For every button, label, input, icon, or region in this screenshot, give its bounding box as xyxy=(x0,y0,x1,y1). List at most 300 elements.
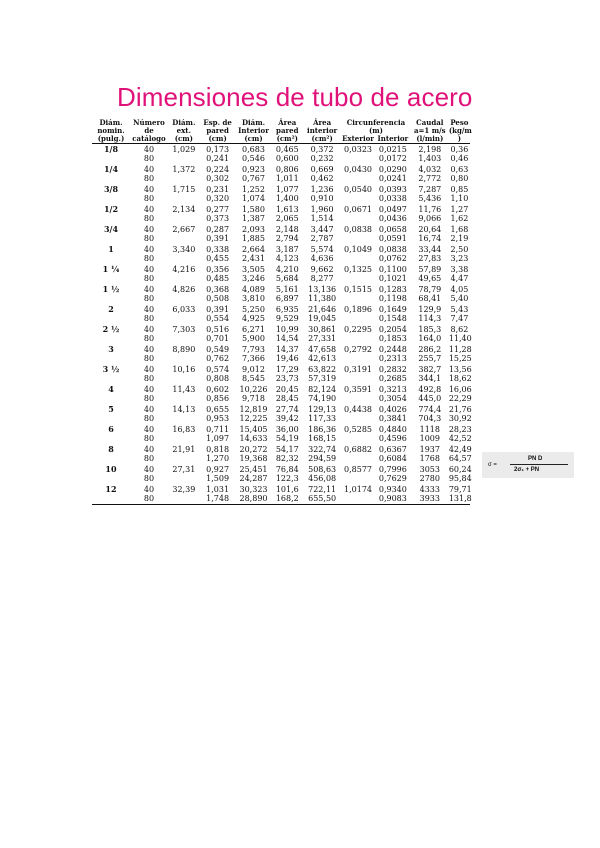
cell-circ-int: 0,9083 xyxy=(375,494,411,505)
cell-circ-int: 0,2448 xyxy=(378,345,407,354)
cell-diam-int: 10,226 xyxy=(239,385,268,394)
cell-diam-int: 2,431 xyxy=(242,254,265,263)
cell-circ-int: 0,0393 xyxy=(378,185,407,194)
cell-diam-nom: 1 xyxy=(108,244,114,254)
cell-catalog: 80 xyxy=(143,214,155,223)
table-row xyxy=(92,234,470,244)
cell-area-int: 74,190 xyxy=(308,394,337,403)
cell-caudal: 3933 xyxy=(411,494,449,505)
cell-esp-pared: 0,953 xyxy=(206,414,230,423)
table-row xyxy=(92,184,470,194)
cell-circ-ext: 0,2295 xyxy=(344,325,373,334)
cell-diam-ext: 6,033 xyxy=(172,305,196,314)
cell-esp-pared: 0,287 xyxy=(206,225,230,234)
cell-circ-int: 0,0591 xyxy=(378,234,407,243)
cell-area-pared: 2,148 xyxy=(275,225,299,234)
cell-area-int: 508,63 xyxy=(308,465,337,474)
table-row xyxy=(92,354,470,364)
cell-esp-pared: 0,231 xyxy=(206,185,230,194)
table-row xyxy=(92,444,470,454)
cell-diam-int: 12,819 xyxy=(239,405,268,414)
cell-diam-int: 7,366 xyxy=(242,354,265,363)
cell-catalog: 40 xyxy=(143,165,155,174)
cell-empty xyxy=(168,254,200,264)
cell-diam-ext: 1,029 xyxy=(172,145,196,154)
cell-esp-pared: 0,368 xyxy=(206,285,230,294)
cell-caudal: 4,032 xyxy=(418,165,442,174)
cell-esp-pared: 0,455 xyxy=(206,254,230,263)
cell-area-pared: 14,37 xyxy=(275,345,299,354)
cell-empty xyxy=(341,194,375,204)
cell-catalog: 80 xyxy=(143,254,155,263)
cell-caudal: 27,83 xyxy=(418,254,442,263)
cell-peso: 5,40 xyxy=(450,294,469,303)
cell-caudal: 1937 xyxy=(419,445,440,454)
cell-esp-pared: 0,549 xyxy=(206,345,230,354)
cell-catalog: 40 xyxy=(143,405,155,414)
cell-empty xyxy=(168,394,200,404)
cell-circ-ext: 0,1325 xyxy=(344,265,373,274)
cell-circ-ext: 0,8577 xyxy=(344,465,373,474)
cell-empty xyxy=(341,274,375,284)
table-row xyxy=(92,224,470,234)
cell-empty xyxy=(341,214,375,224)
cell-caudal: 492,8 xyxy=(418,385,442,394)
cell-area-pared: 10,99 xyxy=(275,325,299,334)
table-row xyxy=(92,384,470,394)
cell-esp-pared: 0,241 xyxy=(206,154,230,163)
cell-empty xyxy=(168,174,200,184)
cell-empty xyxy=(168,334,200,344)
cell-area-pared: 23,73 xyxy=(275,374,299,383)
cell-catalog: 40 xyxy=(143,245,155,254)
cell-diam-ext: 1,715 xyxy=(172,185,196,194)
cell-caudal: 382,7 xyxy=(418,365,442,374)
cell-empty xyxy=(92,394,130,404)
table-row xyxy=(92,164,470,174)
cell-caudal: 68,41 xyxy=(418,294,442,303)
cell-diam-ext: 10,16 xyxy=(172,365,196,374)
cell-area-int: 4,636 xyxy=(310,254,334,263)
cell-esp-pared: 0,485 xyxy=(206,274,230,283)
cell-circ-ext: 0,5285 xyxy=(344,425,373,434)
cell-diam-int: 14,633 xyxy=(239,434,268,443)
cell-esp-pared: 0,602 xyxy=(206,385,230,394)
cell-catalog: 80 xyxy=(143,154,155,163)
cell-catalog: 80 xyxy=(143,454,155,463)
cell-circ-int: 0,3841 xyxy=(378,414,407,423)
header-numero: Número de catálogo xyxy=(132,118,166,143)
cell-area-int: 186,36 xyxy=(308,425,337,434)
cell-caudal: 78,79 xyxy=(418,285,442,294)
cell-catalog: 40 xyxy=(143,205,155,214)
cell-circ-int: 0,3054 xyxy=(378,394,407,403)
cell-area-int: 129,13 xyxy=(308,405,337,414)
cell-empty xyxy=(92,334,130,344)
cell-peso: 1,27 xyxy=(450,205,469,214)
cell-area-pared: 0,600 xyxy=(275,154,299,163)
cell-circ-ext: 0,0323 xyxy=(344,145,373,154)
cell-esp-pared: 0,356 xyxy=(206,265,230,274)
cell-catalog: 80 xyxy=(130,494,168,505)
cell-catalog: 80 xyxy=(143,414,155,423)
cell-area-pared: 54,19 xyxy=(275,434,299,443)
cell-empty xyxy=(341,234,375,244)
cell-empty xyxy=(341,434,375,444)
cell-diam-int: 3,810 xyxy=(242,294,265,303)
cell-area-int: 0,910 xyxy=(310,194,334,203)
cell-diam-nom: 1/8 xyxy=(103,144,119,154)
cell-peso: 95,84 xyxy=(448,474,472,483)
cell-caudal: 2780 xyxy=(419,474,440,483)
cell-empty xyxy=(341,334,375,344)
header-esp-pared: Esp. de pared (cm) xyxy=(203,118,232,143)
cell-caudal: 2,772 xyxy=(418,174,442,183)
cell-peso: 1,10 xyxy=(450,194,469,203)
cell-caudal: 129,9 xyxy=(418,305,442,314)
cell-catalog: 40 xyxy=(143,285,155,294)
cell-circ-int: 0,2054 xyxy=(378,325,407,334)
cell-area-int: 42,613 xyxy=(308,354,337,363)
cell-caudal: 7,287 xyxy=(418,185,442,194)
cell-esp-pared: 1,031 xyxy=(206,485,230,494)
cell-peso: 1,68 xyxy=(450,225,469,234)
cell-diam-int: 20,272 xyxy=(239,445,268,454)
cell-peso: 4,05 xyxy=(450,285,469,294)
cell-esp-pared: 0,338 xyxy=(206,245,230,254)
cell-empty xyxy=(341,474,375,484)
cell-empty xyxy=(168,154,200,164)
cell-empty xyxy=(168,374,200,384)
cell-diam-nom: 4 xyxy=(108,384,114,394)
table-row xyxy=(92,454,470,464)
cell-peso: 30,92 xyxy=(448,414,472,423)
cell-esp-pared: 0,856 xyxy=(206,394,230,403)
cell-area-int: 8,277 xyxy=(310,274,334,283)
cell-area-pared: 19,46 xyxy=(275,354,299,363)
cell-caudal: 20,64 xyxy=(418,225,442,234)
cell-caudal: 1768 xyxy=(419,454,440,463)
cell-area-int: 722,11 xyxy=(308,485,337,494)
cell-esp-pared: 0,302 xyxy=(206,174,230,183)
cell-peso: 79,71 xyxy=(448,485,472,494)
cell-empty xyxy=(92,414,130,424)
cell-empty xyxy=(341,494,375,505)
cell-area-pared: 82,32 xyxy=(275,454,299,463)
cell-area-pared: 14,54 xyxy=(275,334,299,343)
cell-circ-int: 0,4596 xyxy=(378,434,407,443)
cell-diam-ext: 16,83 xyxy=(172,425,196,434)
cell-diam-int: 30,323 xyxy=(239,485,268,494)
cell-area-int: 13,136 xyxy=(308,285,337,294)
table-body xyxy=(92,144,470,505)
cell-diam-int: 6,271 xyxy=(242,325,265,334)
table-row xyxy=(92,214,470,224)
cell-area-int: 1,960 xyxy=(310,205,334,214)
header-caudal: Caudal a=1 m/s (l/min) xyxy=(414,118,446,143)
header-area-pared: Área pared (cm²) xyxy=(276,118,299,143)
cell-catalog: 40 xyxy=(143,345,155,354)
cell-circ-int: 0,0658 xyxy=(378,225,407,234)
cell-empty xyxy=(92,294,130,304)
cell-area-int: 19,045 xyxy=(308,314,337,323)
cell-diam-int: 1,074 xyxy=(242,194,265,203)
cell-circ-int: 0,0497 xyxy=(378,205,407,214)
table-row xyxy=(92,464,470,474)
cell-empty xyxy=(92,214,130,224)
cell-area-int: 1,236 xyxy=(310,185,334,194)
cell-catalog: 40 xyxy=(143,485,155,494)
cell-area-pared: 36,00 xyxy=(275,425,299,434)
cell-catalog: 80 xyxy=(143,194,155,203)
cell-esp-pared: 0,554 xyxy=(206,314,230,323)
cell-diam-nom: 5 xyxy=(108,404,114,414)
cell-catalog: 40 xyxy=(143,445,155,454)
cell-area-pared: 6,935 xyxy=(275,305,299,314)
cell-caudal: 1118 xyxy=(419,425,440,434)
cell-catalog: 80 xyxy=(143,234,155,243)
cell-circ-int: 0,2313 xyxy=(378,354,407,363)
cell-peso: 15,25 xyxy=(448,354,472,363)
cell-empty xyxy=(168,314,200,324)
cell-area-pared: 101,6 xyxy=(275,485,299,494)
cell-diam-int: 7,793 xyxy=(242,345,265,354)
cell-diam-nom: 6 xyxy=(108,424,114,434)
cell-area-int: 0,669 xyxy=(310,165,334,174)
cell-area-pared: 4,123 xyxy=(275,254,299,263)
cell-circ-ext: 0,3191 xyxy=(344,365,373,374)
table-row xyxy=(92,434,470,444)
cell-circ-ext: 1,0174 xyxy=(344,485,373,494)
cell-caudal: 33,44 xyxy=(418,245,442,254)
cell-diam-ext: 11,43 xyxy=(172,385,196,394)
cell-caudal: 1,403 xyxy=(418,154,442,163)
cell-esp-pared: 0,701 xyxy=(206,334,230,343)
cell-caudal: 185,3 xyxy=(418,325,442,334)
cell-esp-pared: 0,224 xyxy=(206,165,230,174)
cell-peso: 22,29 xyxy=(448,394,472,403)
cell-area-int: 1,514 xyxy=(310,214,334,223)
cell-circ-int: 0,1853 xyxy=(378,334,407,343)
cell-peso: 0,46 xyxy=(450,154,469,163)
cell-diam-nom: 3/8 xyxy=(103,184,119,194)
cell-diam-ext: 4,216 xyxy=(172,265,196,274)
cell-esp-pared: 1,270 xyxy=(206,454,230,463)
cell-area-pared: 5,161 xyxy=(275,285,299,294)
table-row xyxy=(92,374,470,384)
cell-empty xyxy=(92,254,130,264)
cell-empty xyxy=(341,394,375,404)
cell-area-pared: 4,210 xyxy=(275,265,299,274)
cell-diam-int: 24,287 xyxy=(239,474,268,483)
cell-esp-pared: 0,711 xyxy=(206,425,230,434)
cell-diam-ext: 27,31 xyxy=(172,465,196,474)
cell-diam-nom: 3/4 xyxy=(103,224,119,234)
cell-peso: 64,57 xyxy=(448,454,472,463)
cell-esp-pared: 0,655 xyxy=(206,405,230,414)
cell-caudal: 704,3 xyxy=(418,414,442,423)
cell-area-pared: 0,465 xyxy=(275,145,299,154)
cell-diam-int: 25,451 xyxy=(239,465,268,474)
cell-catalog: 40 xyxy=(143,385,155,394)
cell-circ-int: 0,6367 xyxy=(378,445,407,454)
cell-circ-int: 0,9340 xyxy=(378,485,407,494)
cell-esp-pared: 0,516 xyxy=(206,325,230,334)
cell-empty xyxy=(168,194,200,204)
cell-empty xyxy=(168,234,200,244)
cell-diam-int: 0,683 xyxy=(242,145,265,154)
cell-diam-ext: 8,890 xyxy=(172,345,196,354)
header-diam-ext: Diám. ext. (cm) xyxy=(172,118,196,143)
cell-diam-ext: 21,91 xyxy=(172,445,196,454)
cell-circ-ext: 0,0430 xyxy=(344,165,373,174)
cell-circ-int: 0,4840 xyxy=(378,425,407,434)
cell-empty xyxy=(341,454,375,464)
cell-empty xyxy=(92,354,130,364)
cell-circ-int: 0,2685 xyxy=(378,374,407,383)
cell-area-int: 117,33 xyxy=(308,414,337,423)
cell-catalog: 80 xyxy=(143,374,155,383)
cell-diam-int: 4,925 xyxy=(242,314,265,323)
cell-area-int: 27,331 xyxy=(308,334,337,343)
cell-diam-nom: 1 ½ xyxy=(102,284,120,294)
cell-caudal: 5,436 xyxy=(418,194,442,203)
cell-diam-int: 28,890 xyxy=(236,494,272,505)
cell-esp-pared: 0,373 xyxy=(206,214,230,223)
table-row xyxy=(92,314,470,324)
cell-peso: 3,23 xyxy=(450,254,469,263)
cell-catalog: 40 xyxy=(143,225,155,234)
cell-esp-pared: 0,277 xyxy=(206,205,230,214)
cell-empty xyxy=(341,154,375,164)
table-row xyxy=(92,344,470,354)
cell-caudal: 114,3 xyxy=(418,314,442,323)
cell-area-int: 82,124 xyxy=(308,385,337,394)
table-row xyxy=(92,294,470,304)
cell-peso: 1,62 xyxy=(450,214,469,223)
cell-catalog: 80 xyxy=(143,174,155,183)
header-diam-int: Diám. Interior (cm) xyxy=(238,118,269,143)
cell-peso: 0,63 xyxy=(450,165,469,174)
table-row xyxy=(92,304,470,314)
cell-catalog: 40 xyxy=(143,185,155,194)
table-row xyxy=(92,394,470,404)
cell-diam-int: 19,368 xyxy=(239,454,268,463)
header-circunferencia: Circunferencia (m) xyxy=(346,118,406,135)
cell-empty xyxy=(92,194,130,204)
cell-peso: 2,50 xyxy=(450,245,469,254)
table-row xyxy=(92,364,470,374)
table-row xyxy=(92,404,470,414)
cell-empty xyxy=(168,274,200,284)
cell-peso: 16,06 xyxy=(448,385,472,394)
cell-area-int: 21,646 xyxy=(308,305,337,314)
cell-peso: 4,47 xyxy=(450,274,469,283)
cell-area-int: 11,380 xyxy=(308,294,337,303)
cell-diam-nom: 2 xyxy=(108,304,114,314)
cell-circ-int: 0,4026 xyxy=(378,405,407,414)
cell-area-int: 294,59 xyxy=(308,454,337,463)
cell-caudal: 16,74 xyxy=(418,234,442,243)
cell-area-int: 9,662 xyxy=(310,265,334,274)
header-diam-nom: Diám. nomin. (pulg.) xyxy=(97,118,125,143)
cell-diam-int: 12,225 xyxy=(239,414,268,423)
cell-circ-ext: 0,3591 xyxy=(344,385,373,394)
table-row xyxy=(92,334,470,344)
cell-peso: 42,52 xyxy=(448,434,472,443)
cell-circ-int: 0,1100 xyxy=(378,265,407,274)
cell-area-pared: 5,684 xyxy=(275,274,299,283)
cell-peso: 11,28 xyxy=(448,345,472,354)
table-row xyxy=(92,264,470,274)
cell-esp-pared: 0,808 xyxy=(206,374,230,383)
cell-peso: 5,43 xyxy=(450,305,469,314)
cell-circ-int: 0,1021 xyxy=(378,274,407,283)
cell-caudal: 255,7 xyxy=(418,354,442,363)
stress-formula xyxy=(482,452,574,478)
header-peso: Peso (kg/m ) xyxy=(448,118,472,143)
cell-circ-ext: 0,6882 xyxy=(344,445,373,454)
cell-caudal: 344,1 xyxy=(418,374,442,383)
steel-pipe-table xyxy=(92,119,470,505)
cell-diam-int: 3,505 xyxy=(242,265,265,274)
cell-peso: 2,19 xyxy=(450,234,469,243)
header-circ-interior: Interior xyxy=(377,134,409,143)
cell-esp-pared: 0,818 xyxy=(206,445,230,454)
cell-diam-int: 2,093 xyxy=(242,225,265,234)
cell-catalog: 40 xyxy=(143,325,155,334)
cell-catalog: 40 xyxy=(143,265,155,274)
table-row xyxy=(92,154,470,164)
cell-catalog: 40 xyxy=(143,425,155,434)
cell-peso: 3,38 xyxy=(450,265,469,274)
cell-diam-int: 8,545 xyxy=(242,374,265,383)
cell-circ-ext: 0,1515 xyxy=(344,285,373,294)
cell-area-pared: 3,187 xyxy=(275,245,299,254)
cell-empty xyxy=(92,174,130,184)
cell-catalog: 80 xyxy=(143,334,155,343)
cell-diam-nom: 12 xyxy=(105,484,117,494)
cell-circ-int: 0,0215 xyxy=(378,145,407,154)
cell-area-pared: 9,529 xyxy=(275,314,299,323)
cell-diam-nom: 3 ½ xyxy=(102,364,120,374)
cell-diam-ext: 14,13 xyxy=(172,405,196,414)
table-row xyxy=(92,254,470,264)
cell-esp-pared: 0,508 xyxy=(206,294,230,303)
cell-esp-pared: 1,509 xyxy=(206,474,230,483)
cell-diam-ext: 4,826 xyxy=(172,285,196,294)
cell-diam-int: 1,387 xyxy=(242,214,265,223)
cell-caudal: 286,2 xyxy=(418,345,442,354)
cell-catalog: 40 xyxy=(143,145,155,154)
cell-empty xyxy=(92,314,130,324)
cell-caudal: 49,65 xyxy=(418,274,442,283)
cell-circ-int: 0,0290 xyxy=(378,165,407,174)
cell-circ-ext: 0,1896 xyxy=(344,305,373,314)
table-row xyxy=(92,484,470,494)
cell-diam-nom: 1/4 xyxy=(103,164,119,174)
formula-numerator: PN D xyxy=(528,456,543,462)
cell-catalog: 80 xyxy=(143,474,155,483)
cell-area-int: 47,658 xyxy=(308,345,337,354)
cell-catalog: 40 xyxy=(143,465,155,474)
cell-diam-ext: 1,372 xyxy=(172,165,196,174)
cell-circ-int: 0,0762 xyxy=(378,254,407,263)
cell-circ-ext: 0,0838 xyxy=(344,225,373,234)
table-row xyxy=(92,474,470,484)
cell-area-pared: 168,2 xyxy=(271,494,303,505)
cell-area-pared: 39,42 xyxy=(275,414,299,423)
